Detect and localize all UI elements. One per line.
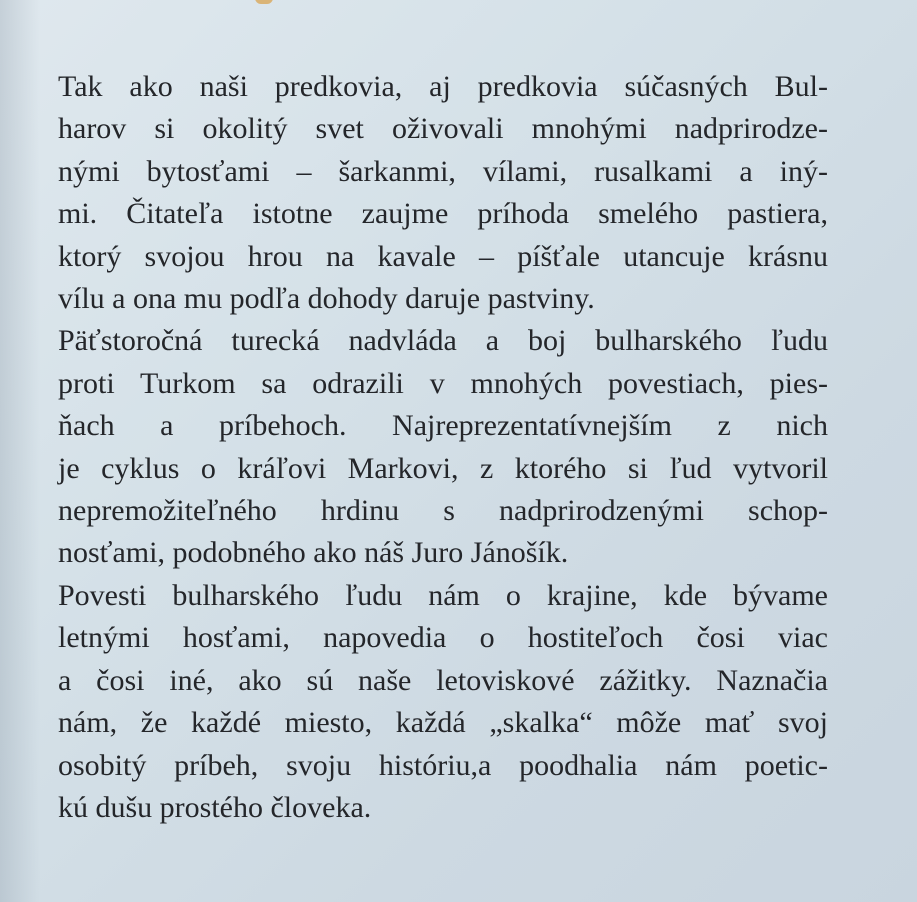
text-line: je cyklus o kráľovi Markovi, z ktorého si ľud vytvoril	[58, 451, 828, 485]
text-line: nými bytosťami – šarkanmi, vílami, rusalkami a iný-	[58, 154, 828, 188]
text-line: ktorý svojou hrou na kavale – píšťale utancuje krásnu	[58, 239, 828, 273]
text-line: osobitý príbeh, svoju históriu,a poodhalia nám poetic-	[58, 748, 828, 782]
text-line: ňach a príbehoch. Najreprezentatívnejším z nich	[58, 409, 828, 443]
text-line: vílu a ona mu podľa dohody daruje pastviny.	[58, 282, 595, 316]
paragraph-3	[58, 575, 828, 829]
text-line: nepremožiteľného hrdinu s nadprirodzenými schop-	[58, 494, 828, 528]
text-line: letnými hosťami, napovedia o hostiteľoch čosi viac	[58, 621, 828, 655]
text-block	[58, 66, 828, 829]
text-line: nám, že každé miesto, každá „skalka“ môže mať svoj	[58, 706, 828, 740]
paragraph-2	[58, 320, 828, 574]
text-line: harov si okolitý svet oživovali mnohými nadprirodze-	[58, 112, 828, 146]
paragraph-1	[58, 66, 828, 320]
text-line: Povesti bulharského ľudu nám o krajine, kde bývame	[58, 578, 828, 612]
page-edge-shadow	[0, 0, 40, 902]
text-line: a čosi iné, ako sú naše letoviskové zážitky. Naznačia	[58, 663, 828, 697]
text-line: mi. Čitateľa istotne zaujme príhoda smelého pastiera,	[58, 197, 828, 231]
text-line: Tak ako naši predkovia, aj predkovia súčasných Bul-	[58, 70, 828, 103]
top-decoration	[255, 0, 273, 4]
text-line: kú dušu prostého človeka.	[58, 790, 372, 824]
text-line: nosťami, podobného ako náš Juro Jánošík.	[58, 536, 569, 570]
text-line: proti Turkom sa odrazili v mnohých povestiach, pies-	[58, 366, 828, 400]
text-line: Päťstoročná turecká nadvláda a boj bulharského ľudu	[58, 324, 828, 358]
